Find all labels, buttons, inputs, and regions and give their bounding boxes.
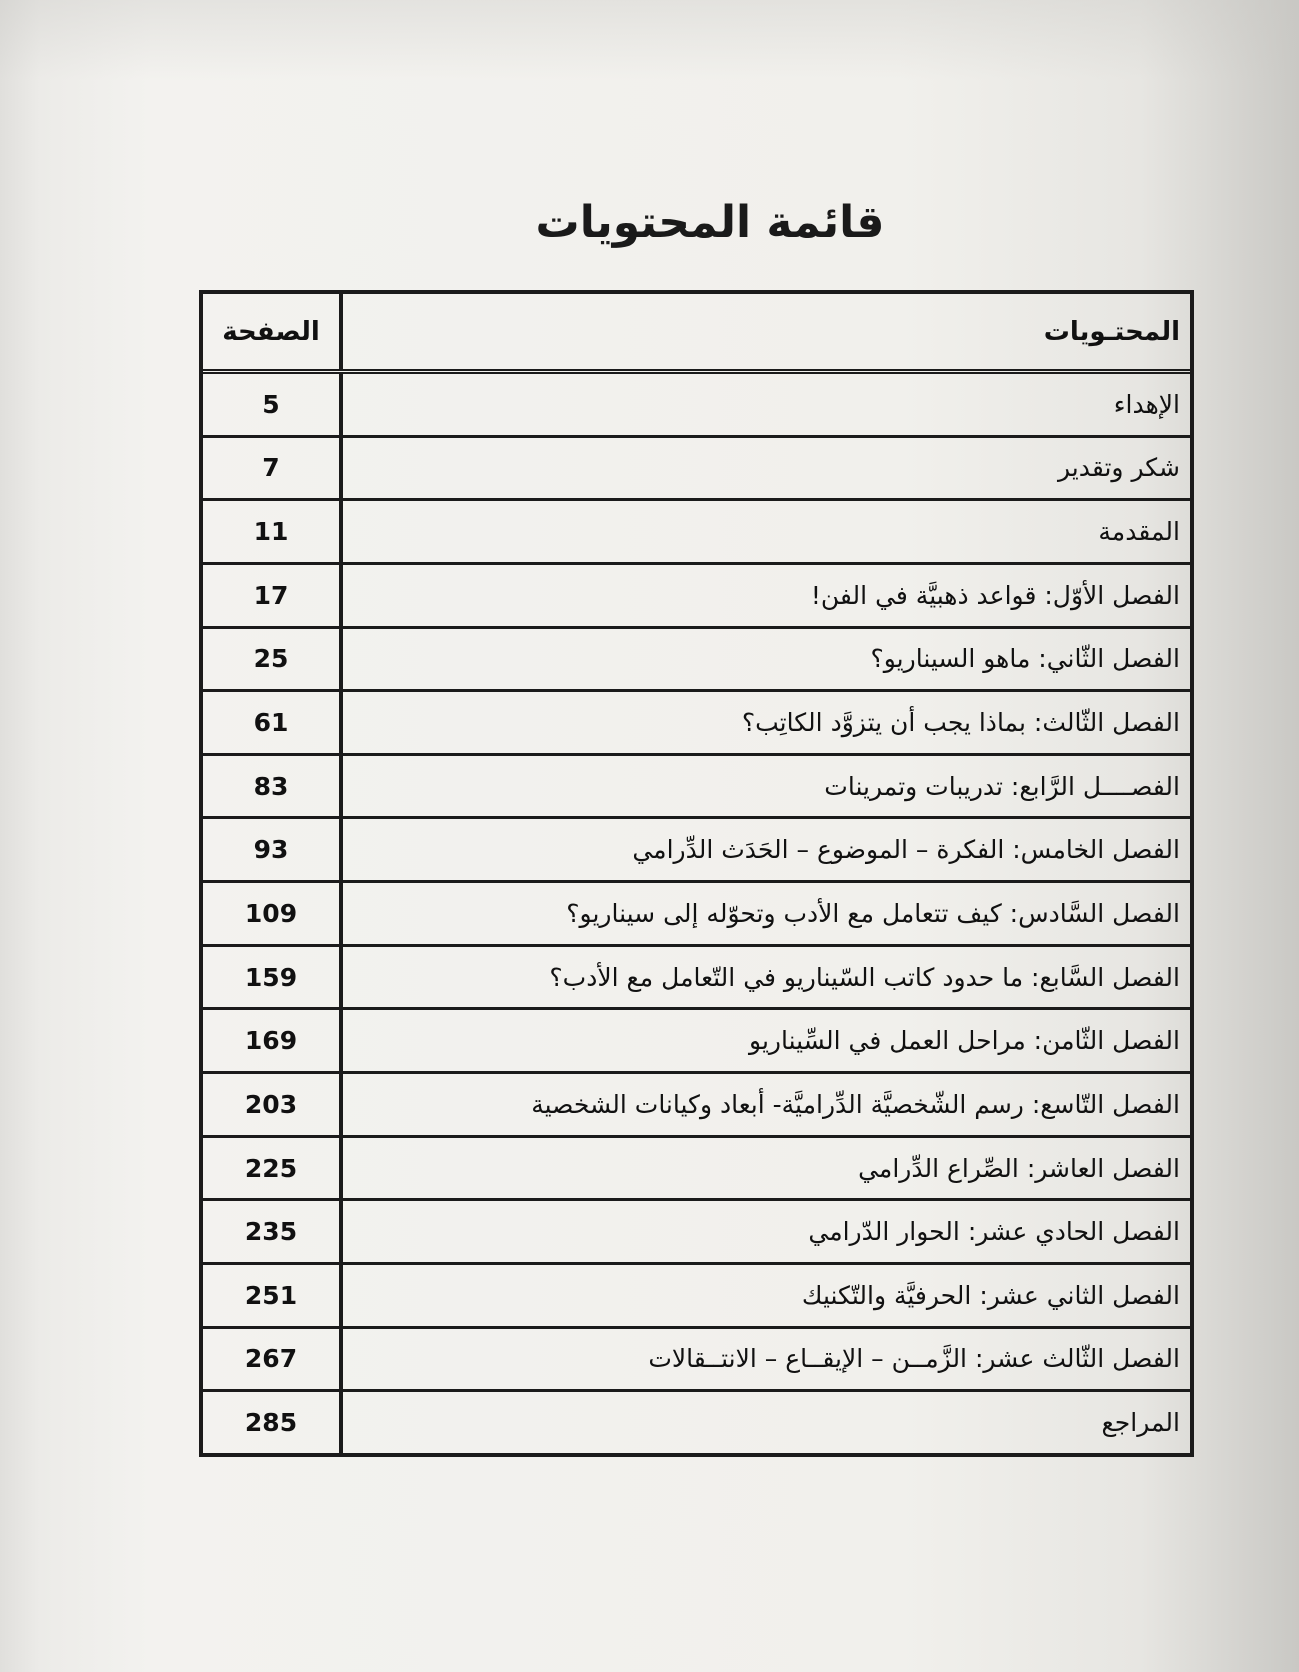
entry-title: الفصل الثّالث عشر: الزَّمــن – الإيقــاع – الانتــقالات bbox=[648, 1344, 1180, 1374]
entry-page-number: 159 bbox=[203, 947, 343, 1008]
table-row bbox=[203, 1392, 1190, 1453]
table-row bbox=[203, 1265, 1190, 1329]
entry-page-number: 11 bbox=[203, 501, 343, 562]
entry-title: الفصل السَّابع: ما حدود كاتب السّيناريو في التّعامل مع الأدب؟ bbox=[549, 962, 1180, 992]
table-row bbox=[203, 1201, 1190, 1265]
entry-page-number: 5 bbox=[203, 374, 343, 435]
entry-title: الفصل الحادي عشر: الحوار الدّرامي bbox=[808, 1217, 1180, 1247]
page-column-header: الصفحة bbox=[203, 294, 343, 369]
contents-column-header: المحتـويات bbox=[1043, 316, 1180, 347]
entry-title: الفصل الخامس: الفكرة – الموضوع – الحَدَث الدِّرامي bbox=[632, 835, 1180, 865]
table-row bbox=[203, 756, 1190, 820]
table-row bbox=[203, 947, 1190, 1011]
table-row bbox=[203, 819, 1190, 883]
entry-page-number: 251 bbox=[203, 1265, 343, 1326]
entry-page-number: 267 bbox=[203, 1329, 343, 1390]
table-row bbox=[203, 1010, 1190, 1074]
page-title: قائمة المحتويات bbox=[535, 197, 885, 248]
entry-title: شكر وتقدير bbox=[1057, 453, 1180, 483]
entry-title: الفصل الثّالث: بماذا يجب أن يتزوَّد الكاتِب؟ bbox=[741, 708, 1180, 738]
table-row bbox=[203, 438, 1190, 502]
entry-page-number: 109 bbox=[203, 883, 343, 944]
page-shadow bbox=[0, 0, 1299, 80]
entry-page-number: 7 bbox=[203, 438, 343, 499]
entry-page-number: 235 bbox=[203, 1201, 343, 1262]
entry-title: الفصل الثاني عشر: الحرفيَّة والتّكنيك bbox=[801, 1280, 1180, 1310]
entry-page-number: 61 bbox=[203, 692, 343, 753]
entry-title: الفصل الثّاني: ماهو السيناريو؟ bbox=[870, 644, 1180, 674]
entry-page-number: 203 bbox=[203, 1074, 343, 1135]
table-row bbox=[203, 883, 1190, 947]
table-row bbox=[203, 1329, 1190, 1393]
entry-title: الفصــــل الرَّابع: تدريبات وتمرينات bbox=[824, 771, 1180, 801]
entry-title: المراجع bbox=[1101, 1408, 1180, 1438]
table-row bbox=[203, 692, 1190, 756]
entry-title: الفصل التّاسع: رسم الشّخصيَّة الدِّراميَّة- أبعاد وكيانات الشخصية bbox=[531, 1089, 1180, 1119]
table-row bbox=[203, 629, 1190, 693]
entry-page-number: 225 bbox=[203, 1138, 343, 1199]
entry-page-number: 169 bbox=[203, 1010, 343, 1071]
entry-title: الفصل السَّادس: كيف تتعامل مع الأدب وتحوّله إلى سيناريو؟ bbox=[566, 898, 1180, 928]
entry-title: المقدمة bbox=[1098, 517, 1180, 547]
entry-page-number: 25 bbox=[203, 629, 343, 690]
entry-title: الفصل العاشر: الصِّراع الدِّرامي bbox=[858, 1153, 1180, 1183]
table-row bbox=[203, 565, 1190, 629]
entry-page-number: 17 bbox=[203, 565, 343, 626]
table-row bbox=[203, 374, 1190, 438]
entry-page-number: 285 bbox=[203, 1392, 343, 1453]
entry-title: الفصل الثّامن: مراحل العمل في السِّيناريو bbox=[749, 1026, 1180, 1056]
table-row bbox=[203, 501, 1190, 565]
entry-title: الإهداء bbox=[1113, 389, 1180, 419]
entry-title: الفصل الأوّل: قواعد ذهبيَّة في الفن! bbox=[810, 580, 1180, 610]
table-row bbox=[203, 1074, 1190, 1138]
entry-page-number: 83 bbox=[203, 756, 343, 817]
entry-page-number: 93 bbox=[203, 819, 343, 880]
table-header-row bbox=[203, 294, 1190, 374]
table-row bbox=[203, 1138, 1190, 1202]
contents-table bbox=[199, 290, 1194, 1457]
